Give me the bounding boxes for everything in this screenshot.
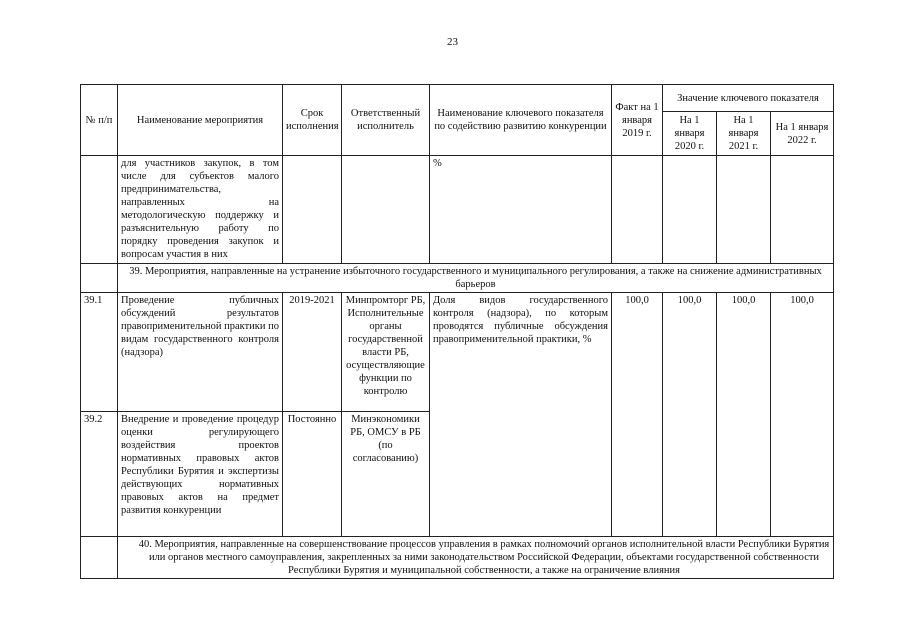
cont-2021 xyxy=(717,156,771,264)
row-39-2020: 100,0 xyxy=(663,293,717,537)
header-responsible: Ответственный исполнитель xyxy=(342,85,430,156)
section-40-num xyxy=(81,537,118,579)
row-39-2-responsible: Минэкономики РБ, ОМСУ в РБ (по согласованию) xyxy=(342,412,430,537)
row-39-fact: 100,0 xyxy=(612,293,663,537)
header-fact: Факт на 1 января 2019 г. xyxy=(612,85,663,156)
section-39-row xyxy=(81,264,834,293)
header-name: Наименование мероприятия xyxy=(118,85,283,156)
cont-term xyxy=(283,156,342,264)
row-39-1 xyxy=(81,293,834,412)
cont-2020 xyxy=(663,156,717,264)
header-term: Срок исполнения xyxy=(283,85,342,156)
header-indicator: Наименование ключевого показателя по содействию развитию конкуренции xyxy=(430,85,612,156)
row-39-indicator: Доля видов государственного контроля (надзора), по которым проводятся публичные обсуждения правоприменительной практики, % xyxy=(430,293,612,537)
cont-fact xyxy=(612,156,663,264)
header-2022: На 1 января 2022 г. xyxy=(771,112,834,156)
cont-name: для участников закупок, в том числе для субъектов малого предпринимательства, направленных на методологическую поддержку и разъяснительную работу по порядку проведения закупок и вопросам участия в них xyxy=(118,156,283,264)
continuation-row xyxy=(81,156,834,264)
row-39-2-name: Внедрение и проведение процедур оценки регулирующего воздействия проектов нормативных правовых актов Республики Бурятия и экспертизы действующих нормативных правовых актов на предмет развития конкуренции xyxy=(118,412,283,537)
cont-num xyxy=(81,156,118,264)
row-39-1-num: 39.1 xyxy=(81,293,118,412)
section-40-title: 40. Мероприятия, направленные на совершенствование процессов управления в рамках полномочий органов исполнительной власти Республики Бурятия или органов местного самоуправления, закрепленных за ними законодательством Российской Федерации, объектами государственной собственности Республики Бурятия и муниципальной собственности, а также на ограничение влияния xyxy=(118,537,834,579)
page-number: 23 xyxy=(447,36,458,48)
cont-indicator: % xyxy=(430,156,612,264)
cont-responsible xyxy=(342,156,430,264)
header-row-1 xyxy=(81,85,834,112)
row-39-1-responsible: Минпромторг РБ, Исполнительные органы государственной власти РБ, осуществляющие функции по контролю xyxy=(342,293,430,412)
row-39-2-num: 39.2 xyxy=(81,412,118,537)
header-2021: На 1 января 2021 г. xyxy=(717,112,771,156)
measures-table xyxy=(80,84,834,579)
cont-2022 xyxy=(771,156,834,264)
header-2020: На 1 января 2020 г. xyxy=(663,112,717,156)
row-39-2022: 100,0 xyxy=(771,293,834,537)
row-39-2021: 100,0 xyxy=(717,293,771,537)
row-39-1-name: Проведение публичных обсуждений результатов правоприменительной практики по видам государственного контроля (надзора) xyxy=(118,293,283,412)
row-39-2-term: Постоянно xyxy=(283,412,342,537)
section-39-title: 39. Мероприятия, направленные на устранение избыточного государственного и муниципального регулирования, а также на снижение административных барьеров xyxy=(118,264,834,293)
header-num: № п/п xyxy=(81,85,118,156)
row-39-1-term: 2019-2021 xyxy=(283,293,342,412)
section-40-row xyxy=(81,537,834,579)
header-value-group: Значение ключевого показателя xyxy=(663,85,834,112)
section-39-num xyxy=(81,264,118,293)
